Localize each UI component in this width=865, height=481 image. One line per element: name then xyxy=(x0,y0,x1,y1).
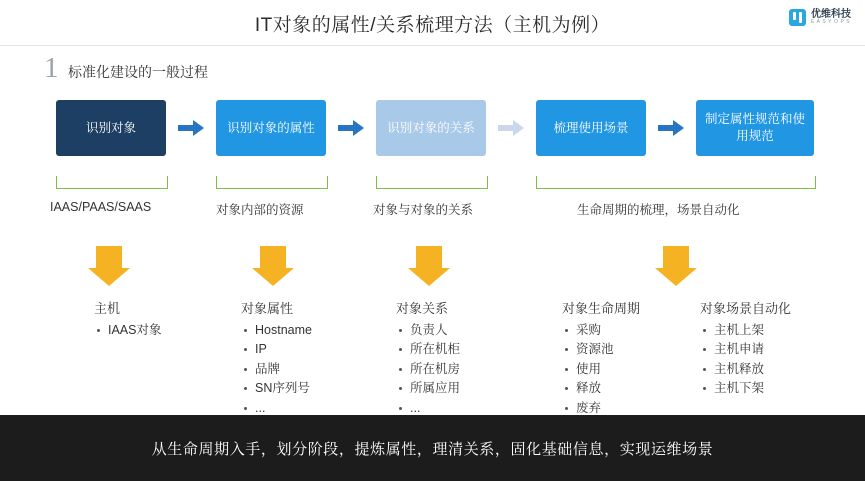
list-item: 释放 xyxy=(562,379,640,398)
column-3-title: 对象关系 xyxy=(396,301,449,316)
list-item: Hostname xyxy=(241,321,312,340)
logo-icon xyxy=(789,9,806,26)
list-item: IAAS对象 xyxy=(94,321,162,340)
flow-arrow-3 xyxy=(498,120,524,136)
column-3-list xyxy=(396,321,460,418)
flow-arrow-4 xyxy=(658,120,684,136)
flow-box-4: 梳理使用场景 xyxy=(536,100,646,156)
down-arrow-4 xyxy=(655,246,697,286)
list-item: 品牌 xyxy=(241,360,312,379)
section-title: 标准化建设的一般过程 xyxy=(68,64,208,80)
column-5 xyxy=(700,298,791,399)
brand-logo xyxy=(789,9,851,26)
list-item: 主机上架 xyxy=(700,321,791,340)
down-arrow-2 xyxy=(252,246,294,286)
column-1-list xyxy=(94,321,162,340)
column-5-list xyxy=(700,321,791,399)
list-item: SN序列号 xyxy=(241,379,312,398)
flow-box-3: 识别对象的关系 xyxy=(376,100,486,156)
page-title: IT对象的属性/关系梳理方法（主机为例） xyxy=(254,15,611,36)
process-flow xyxy=(0,100,865,160)
list-item: 使用 xyxy=(562,360,640,379)
list-item: 负责人 xyxy=(396,321,460,340)
list-item: 所在机柜 xyxy=(396,340,460,359)
list-item: ... xyxy=(396,399,460,418)
column-2 xyxy=(241,298,312,418)
bracket-2 xyxy=(216,176,328,189)
group-label-1: IAAS/PAAS/SAAS xyxy=(50,200,152,214)
logo-name: 优维科技 xyxy=(811,8,851,20)
flow-box-5: 制定属性规范和使用规范 xyxy=(696,100,814,156)
list-item: 所在机房 xyxy=(396,360,460,379)
logo-subtitle: E A S Y O P S xyxy=(811,19,851,26)
list-item: 资源池 xyxy=(562,340,640,359)
column-5-title: 对象场景自动化 xyxy=(700,301,792,316)
header xyxy=(0,0,865,46)
column-2-list xyxy=(241,321,312,418)
section-number: 1 xyxy=(44,52,59,84)
list-item: 采购 xyxy=(562,321,640,340)
footer-banner xyxy=(0,415,865,481)
column-3 xyxy=(396,298,460,418)
bracket-4 xyxy=(536,176,816,189)
list-item: 所属应用 xyxy=(396,379,460,398)
column-4-list xyxy=(562,321,640,418)
bracket-3 xyxy=(376,176,488,189)
list-item: IP xyxy=(241,340,312,359)
column-1 xyxy=(94,298,162,340)
down-arrow-3 xyxy=(408,246,450,286)
list-item: 主机释放 xyxy=(700,360,791,379)
flow-arrow-1 xyxy=(178,120,204,136)
header-divider xyxy=(0,45,865,46)
list-item: 主机下架 xyxy=(700,379,791,398)
down-arrow-1 xyxy=(88,246,130,286)
flow-box-1: 识别对象 xyxy=(56,100,166,156)
column-4-title: 对象生命周期 xyxy=(562,301,641,316)
group-label-2: 对象内部的资源 xyxy=(216,203,304,217)
group-label-4: 生命周期的梳理，场景自动化 xyxy=(577,203,740,217)
footer-text: 从生命周期入手，划分阶段，提炼属性，理清关系，固化基础信息，实现运维场景 xyxy=(151,440,714,458)
list-item: 主机申请 xyxy=(700,340,791,359)
flow-arrow-2 xyxy=(338,120,364,136)
flow-box-2: 识别对象的属性 xyxy=(216,100,326,156)
column-2-title: 对象属性 xyxy=(241,301,294,316)
list-item: 废弃 xyxy=(562,399,640,418)
list-item: ... xyxy=(241,399,312,418)
column-4 xyxy=(562,298,640,418)
logo-text xyxy=(811,10,851,26)
column-1-title: 主机 xyxy=(94,301,121,316)
bracket-1 xyxy=(56,176,168,189)
group-label-3: 对象与对象的关系 xyxy=(373,203,474,217)
